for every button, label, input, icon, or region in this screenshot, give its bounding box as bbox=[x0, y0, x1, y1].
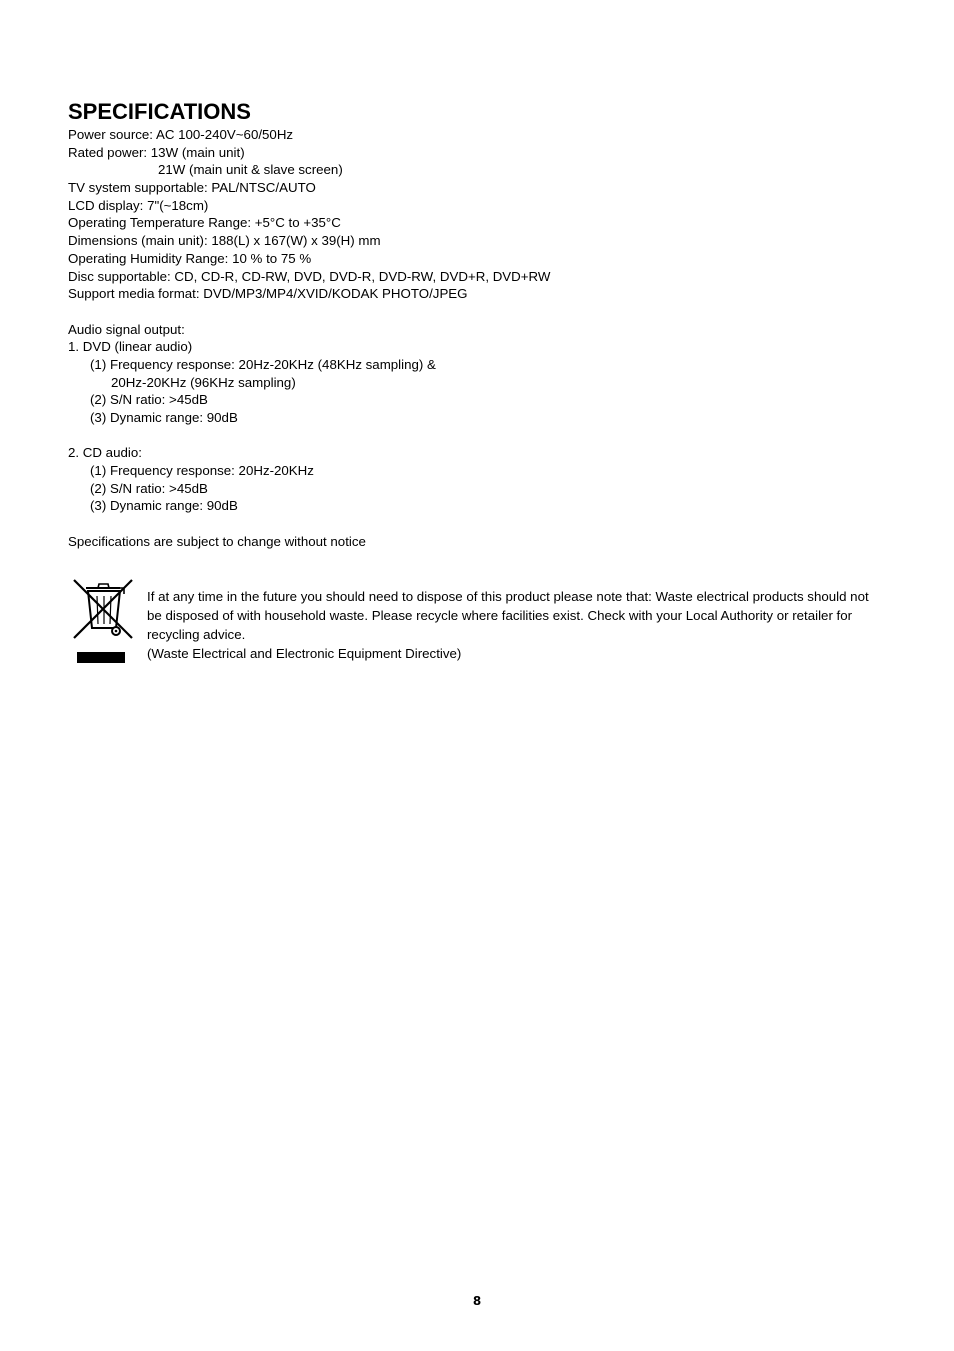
audio-cd-label: 2. CD audio: bbox=[68, 445, 142, 461]
spec-power-source: Power source: AC 100-240V~60/50Hz bbox=[68, 127, 294, 142]
specifications-list bbox=[68, 126, 888, 551]
spec-dimensions: Dimensions (main unit): 188(L) x 167(W) x 39(H) mm bbox=[68, 233, 381, 249]
crossed-out-wheelie-bin-icon bbox=[72, 576, 134, 666]
audio-dvd-frequency: (1) Frequency response: 20Hz-20KHz (48KHz sampling) & bbox=[90, 356, 436, 372]
page-title: SPECIFICATIONS bbox=[68, 99, 251, 124]
spec-rated-power-slave: 21W (main unit & slave screen) bbox=[158, 162, 343, 178]
spec-lcd-display: LCD display: 7"(~18cm) bbox=[68, 197, 209, 213]
audio-dvd-frequency-cont: 20Hz-20KHz (96KHz sampling) bbox=[111, 374, 296, 390]
weee-directive-text: (Waste Electrical and Electronic Equipment Directive) bbox=[147, 646, 462, 661]
spec-operating-temperature: Operating Temperature Range: +5°C to +35°C bbox=[68, 215, 341, 231]
weee-text-block bbox=[147, 587, 877, 663]
spec-rated-power: Rated power: 13W (main unit) bbox=[68, 144, 245, 160]
spacer bbox=[68, 515, 888, 533]
audio-heading: Audio signal output: bbox=[68, 321, 185, 337]
spacer bbox=[68, 427, 888, 445]
spec-operating-humidity: Operating Humidity Range: 10 % to 75 % bbox=[68, 250, 312, 266]
change-notice: Specifications are subject to change without notice bbox=[68, 533, 366, 549]
audio-dvd-label: 1. DVD (linear audio) bbox=[68, 339, 193, 355]
spec-media-format: Support media format: DVD/MP3/MP4/XVID/KODAK PHOTO/JPEG bbox=[68, 286, 468, 302]
page-number: 8 bbox=[472, 1294, 482, 1308]
spec-tv-system: TV system supportable: PAL/NTSC/AUTO bbox=[68, 180, 316, 196]
spec-disc-supportable: Disc supportable: CD, CD-R, CD-RW, DVD, DVD-R, DVD-RW, DVD+R, DVD+RW bbox=[68, 268, 551, 284]
spacer bbox=[68, 303, 888, 321]
audio-cd-dynamic-range: (3) Dynamic range: 90dB bbox=[90, 498, 238, 514]
audio-dvd-sn-ratio: (2) S/N ratio: >45dB bbox=[90, 392, 208, 408]
weee-disposal-text: If at any time in the future you should need to dispose of this product please note that: Waste electrical products should not be disposed of with household waste. Please recycle where facilities exist. Check with your Local Authority or retailer for recycling advice. bbox=[147, 589, 869, 642]
audio-cd-frequency: (1) Frequency response: 20Hz-20KHz bbox=[90, 463, 314, 479]
audio-dvd-dynamic-range: (3) Dynamic range: 90dB bbox=[90, 410, 238, 425]
audio-cd-sn-ratio: (2) S/N ratio: >45dB bbox=[90, 480, 208, 496]
